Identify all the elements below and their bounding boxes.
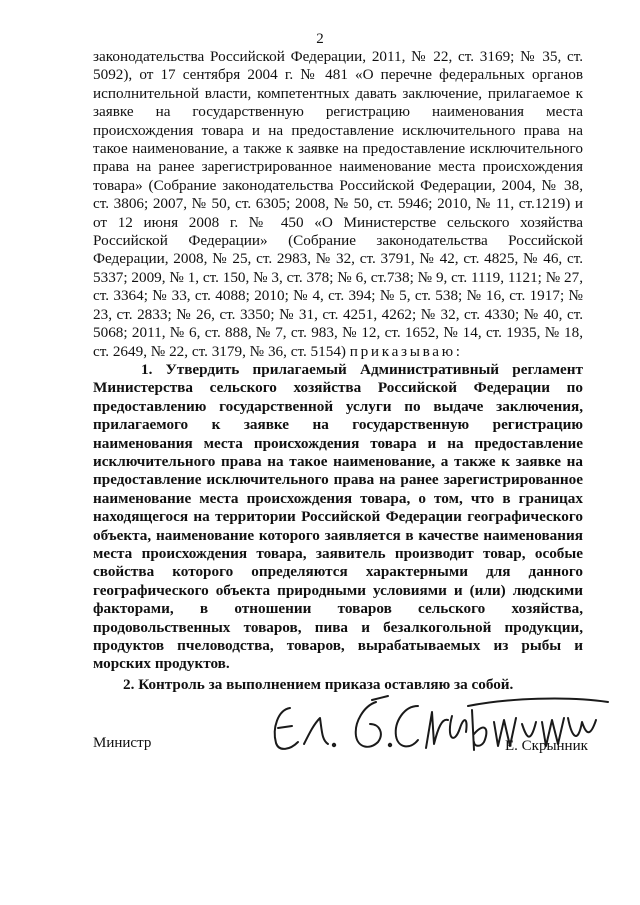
signatory-title: Министр: [93, 735, 152, 751]
preamble-text: законодательства Российской Федерации, 2011, № 22, ст. 3169; № 35, ст. 5092), от 17 сентября 2004 г. № 481 «О перечне федеральных органов исполнительной власти, компетентных давать заключение, прилагаемое к заявке на государственную регистрацию наименования места происхождения товара и на предоставление исключительного права на такое наименование, а также к заявке на предоставление исключительного права на ранее зарегистрированное наименование места происхождения товара» (Собрание законодательства Российской Федерации, 2004, № 38, ст. 3806; 2007, № 50, ст. 6305; 2008, № 50, ст. 5946; 2010, № 11, ст.1219) и от 12 июня 2008 г. № 450 «О Министерстве сельского хозяйства Российской Федерации» (Собрание законодательства Российской Федерации, 2008, № 25, ст. 2983, № 32, ст. 3791, № 42, ст. 4825, № 46, ст. 5337; 2009, № 1, ст. 150, № 3, ст. 378; № 6, ст.738; № 9, ст. 1119, 1121; № 27, ст. 3364; № 33, ст. 4088; 2010; № 4, ст. 394; № 5, ст. 538; № 16, ст. 1917; № 23, ст. 2833; № 26, ст. 3350; № 31, ст. 4251, 4262; № 32, ст. 4330; № 40, ст. 5068; 2011, № 6, ст. 888, № 7, ст. 983, № 12, ст. 1652, № 14, ст. 1935, № 18, ст. 2649, № 22, ст. 3179, № 36, ст. 5154): [93, 48, 583, 360]
order-word: приказываю:: [349, 342, 463, 360]
order-item-2: 2. Контроль за выполнением приказа оставляю за собой.: [123, 675, 514, 693]
page-number: 2: [316, 31, 324, 47]
document-body: [93, 48, 583, 694]
preamble-paragraph: [93, 48, 583, 361]
signatory-name: Е. Скрынник: [505, 738, 588, 754]
order-item-1: 1. Утвердить прилагаемый Административный регламент Министерства сельского хозяйства Российской Федерации по предоставлению государственной услуги по выдаче заключения, прилагаемого к заявке на государственную регистрацию наименования места происхождения товара и на предоставление исключительного права на такое наименование, а также к заявке на предоставление исключительного права на ранее зарегистрированное наименование места происхождения товара, о том, что в границах находящегося на территории Российской Федерации географического объекта, наименование которого заявляется в качестве наименования места происхождения товара, заявитель производит товар, особые свойства которого определяются характерными для данного географического объекта природными условиями и (или) людскими факторами, в отношении товаров сельского хозяйства, продовольственных товаров, пива и безалкогольной продукции, продуктов пчеловодства, товаров, вырабатываемых из рыбы и морских продуктов.: [93, 360, 583, 673]
